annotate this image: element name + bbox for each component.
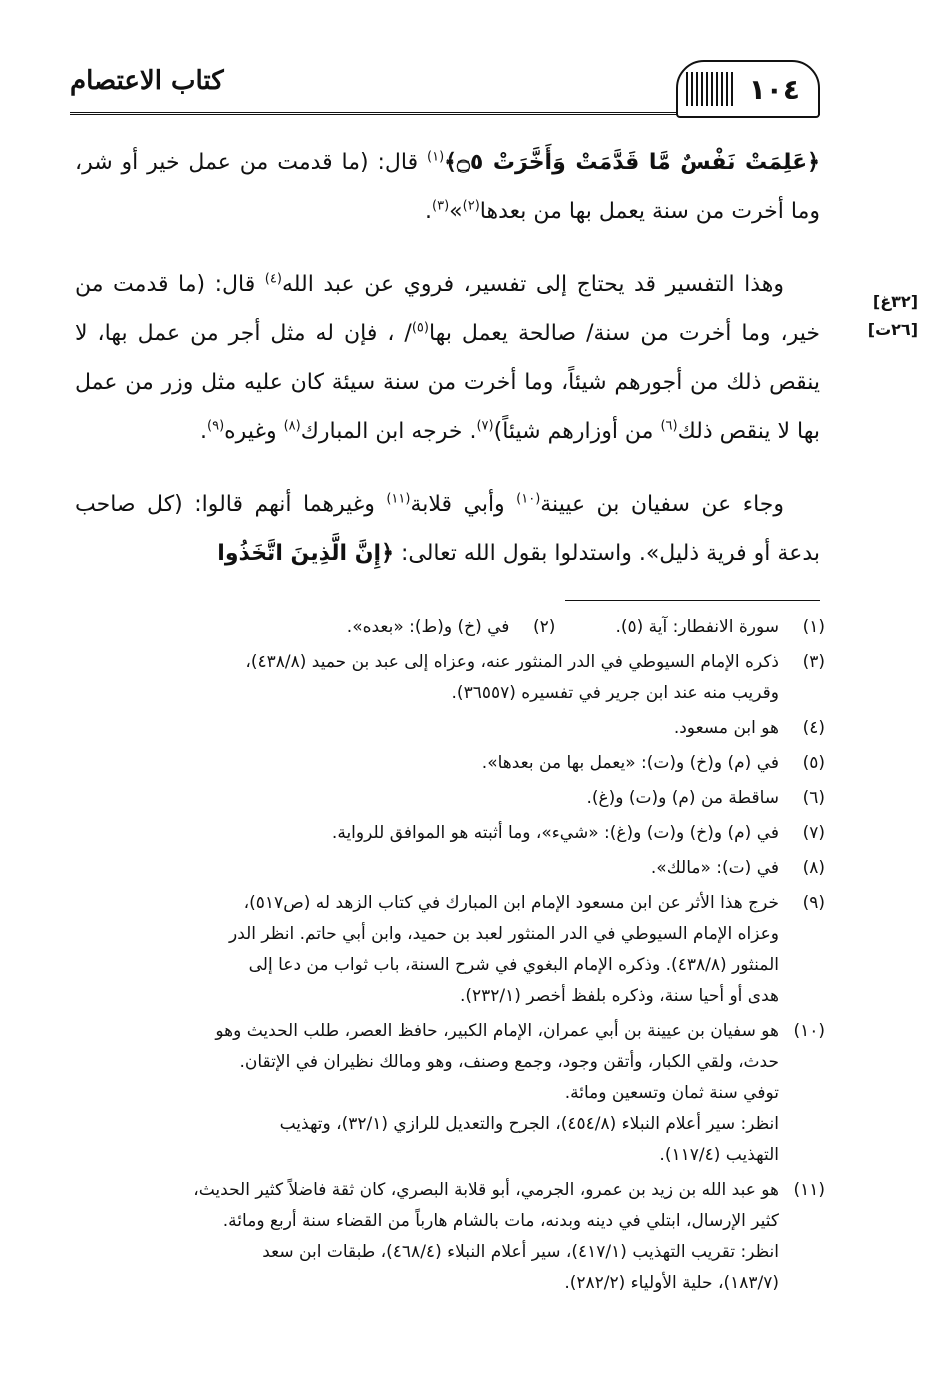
footnote-number: (٧) [802, 823, 825, 843]
footnote-marker: (٦) [660, 418, 678, 434]
footnote-number: (٤) [802, 718, 825, 738]
footnote-marker: (١٠) [516, 491, 541, 507]
footnote-text: سورة الانفطار: آية (٥). [615, 617, 779, 637]
footnote-line: خرج هذا الأثر عن ابن مسعود الإمام ابن المبارك في كتاب الزهد له (ص٥١٧)، [243, 893, 779, 913]
footnote-number: (٢) [533, 617, 556, 637]
footnotes [75, 612, 825, 1303]
footnote [75, 853, 825, 884]
page-number: ١٠٤ [748, 72, 800, 106]
footnote-line: التهذيب (١١٧/٤). [659, 1145, 779, 1165]
footnote-text: في (خ) و(ط): «بعده». [346, 617, 510, 637]
paragraph-text: قال: (ما قدمت من عمل خير أو شر، وما أخرت من سنة يعمل بها من بعدها [75, 150, 820, 224]
footnote-separator [565, 600, 820, 601]
footnote-number: (٨) [802, 858, 825, 878]
footnote-number: (٩) [802, 893, 825, 913]
footnote-marker: (١) [427, 149, 445, 165]
paragraph-text: » [449, 199, 463, 224]
footnote-number: (١٠) [793, 1021, 825, 1041]
footnote-marker: (٣) [432, 198, 450, 214]
footnote-marker: (٢) [462, 198, 480, 214]
page-number-badge [676, 60, 820, 118]
margin-ref: [٢٦ت] [867, 320, 918, 339]
margin-refs [828, 288, 918, 344]
footnote-line: انظر: تقريب التهذيب (٤١٧/١)، سير أعلام النبلاء (٤٦٨/٤)، طبقات ابن سعد [262, 1242, 779, 1262]
footnote-number: (٦) [802, 788, 825, 808]
footnote-line: ذكره الإمام السيوطي في الدر المنثور عنه، وعزاه إلى عبد بن حميد (٤٣٨/٨)، [245, 652, 779, 672]
footnote-number: (١١) [793, 1180, 825, 1200]
footnote-line: وعزاه الإمام السيوطي في الدر المنثور لعبد بن حميد، وابن أبي حاتم. انظر الدر [228, 924, 779, 944]
paragraph-text: وهذا التفسير قد يحتاج إلى تفسير، فروي عن عبد الله [281, 272, 784, 297]
footnote-line: هدى أو أحيا سنة، وذكره بلفظ أخصر (٢٣٢/١). [459, 986, 779, 1006]
footnote-line: انظر: سير أعلام النبلاء (٤٥٤/٨)، الجرح والتعديل للرازي (٣٢/١)، وتهذيب [279, 1114, 779, 1134]
footnote-marker: (٩) [207, 418, 225, 434]
paragraph-text: . خرجه ابن المبارك [300, 419, 477, 444]
paragraph-text: . [425, 199, 433, 224]
footnote-line: (١٨٣/٧)، حلية الأولياء (٢٨٢/٢). [564, 1273, 779, 1293]
footnote [75, 818, 825, 849]
footnote [75, 748, 825, 779]
footnote [75, 1016, 825, 1171]
footnote [75, 612, 825, 643]
main-text [75, 138, 820, 602]
footnote-text: في (م) و(خ) و(ت): «يعمل بها من بعدها». [481, 753, 779, 773]
footnote-line: المنثور (٤٣٨/٨). وذكره الإمام البغوي في شرح السنة، باب ثواب من دعا إلى [248, 955, 779, 975]
paragraph-text: وغيرهما أنهم قالوا: (كل صاحب بدعة أو فرية ذليل». واستدلوا بقول الله تعالى: [75, 492, 820, 566]
footnote-marker: (٨) [283, 418, 301, 434]
paragraph [75, 138, 820, 236]
footnote-text: ساقطة من (م) و(ت) و(غ). [586, 788, 779, 808]
footnote [75, 647, 825, 709]
footnote-text: هو ابن مسعود. [673, 718, 779, 738]
footnote-number: (٣) [802, 652, 825, 672]
footnote-marker: (١١) [386, 491, 411, 507]
footnote-line: كثير الإرسال، ابتلي في دينه وبدنه، مات بالشام هارباً من القضاء سنة أربع ومائة. [222, 1211, 779, 1231]
quran-verse: ﴿إِنَّ الَّذِينَ اتَّخَذُوا [217, 541, 394, 566]
paragraph-text: . [200, 419, 208, 444]
footnote-text: في (ت): «مالك». [650, 858, 779, 878]
paragraph-text: وجاء عن سفيان بن عيينة [540, 492, 784, 517]
footnote-marker: (٤) [264, 271, 282, 287]
paragraph [75, 260, 820, 456]
footnote-line: وقريب منه عند ابن جرير في تفسيره (٣٦٥٥٧). [451, 683, 779, 703]
page-header [70, 60, 820, 118]
book-title: كتاب الاعتصام [70, 66, 224, 96]
footnote-line: توفي سنة ثمان وتسعين ومائة. [564, 1083, 779, 1103]
ornament-bars [686, 72, 734, 106]
footnote-line: هو عبد الله بن زيد بن عمرو، الجرمي، أبو قلابة البصري، كان ثقة فاضلاً كثير الحديث، [193, 1180, 779, 1200]
footnote-marker: (٧) [476, 418, 494, 434]
footnote-line: هو سفيان بن عيينة بن أبي عمران، الإمام الكبير، حافظ العصر، طلب الحديث وهو [215, 1021, 779, 1041]
paragraph-text: من أوزارهم شيئاً) [493, 419, 661, 444]
footnote [75, 1175, 825, 1299]
quran-verse: ﴿عَلِمَتْ نَفْسٌ مَّا قَدَّمَتْ وَأَخَّرَتْ ۝٥﴾ [444, 150, 820, 175]
footnote-number: (٥) [802, 753, 825, 773]
paragraph-text: وغيره [224, 419, 284, 444]
paragraph-text: / ، فإن له مثل أجر من عمل بها، لا ينقص ذلك من أجورهم شيئاً، وما أخرت من سنة سيئة كان عليه مثل وزر من عمل بها لا ينقص ذلك [75, 321, 820, 444]
footnote-number: (١) [802, 617, 825, 637]
paragraph-text: قال: (ما قدمت من خير، وما أخرت من سنة/ صالحة يعمل بها [75, 272, 820, 346]
footnote-line: حدث، ولقي الكبار، وأتقن وجود، وجمع وصنف، وهو ومالك نظيران في الإتقان. [239, 1052, 779, 1072]
footnote [75, 713, 825, 744]
footnote [75, 888, 825, 1012]
paragraph-text: وأبي قلابة [410, 492, 517, 517]
footnote-marker: (٥) [411, 320, 429, 336]
footnote-text: في (م) و(خ) و(ت) و(غ): «شيء»، وما أثبته هو الموافق للرواية. [331, 823, 779, 843]
margin-ref: [٣٢غ] [872, 292, 918, 311]
paragraph [75, 480, 820, 578]
footnote [75, 783, 825, 814]
